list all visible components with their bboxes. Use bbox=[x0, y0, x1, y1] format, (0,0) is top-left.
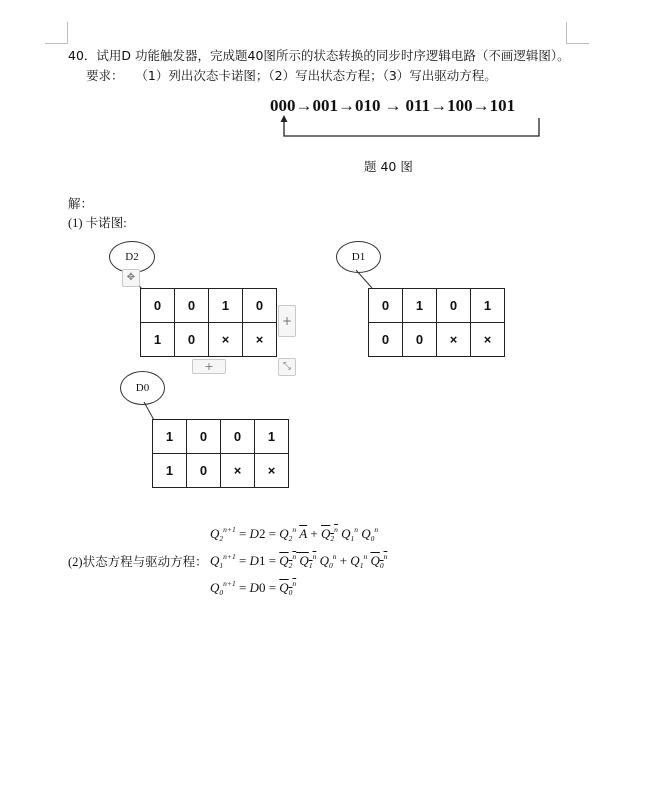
kmap-cell[interactable]: 1 bbox=[471, 289, 505, 323]
equation-q1: $Q_1^{n+1} = D1 = Q_2^n$ $Q_1^n$ $Q_0^n + Q_1^n$ $Q_0^n$ bbox=[210, 552, 388, 570]
equation-q2: $Q_2^{n+1} = D2 = Q_2^n$ $\overline{A} + Q_2^n$ $Q_1^n$ $Q_0^n$ bbox=[210, 525, 379, 543]
kmap-cell[interactable]: 0 bbox=[243, 289, 277, 323]
kmap-cell[interactable]: 0 bbox=[369, 289, 403, 323]
crop-mark-top-right-h bbox=[567, 43, 589, 44]
kmap-cell[interactable]: × bbox=[471, 323, 505, 357]
state-5: 101 bbox=[489, 96, 516, 115]
arrow-icon: → bbox=[338, 96, 355, 115]
state-1: 001 bbox=[312, 96, 338, 115]
state-3: 011 bbox=[405, 96, 431, 115]
kmap-d2[interactable] bbox=[140, 288, 277, 357]
move-arrows-icon[interactable]: ✥ bbox=[122, 269, 140, 287]
kmap-cell[interactable]: 0 bbox=[403, 323, 437, 357]
kmap-d0[interactable] bbox=[152, 419, 289, 488]
plus-icon[interactable]: + bbox=[192, 359, 226, 374]
part1-heading: (1) 卡诺图: bbox=[68, 216, 127, 230]
kmap-cell[interactable]: 0 bbox=[175, 323, 209, 357]
arrow-icon: → bbox=[472, 96, 490, 115]
crop-mark-top-right-v bbox=[566, 22, 567, 44]
arrow-icon: → bbox=[295, 96, 313, 115]
kmap-cell[interactable]: 1 bbox=[153, 420, 187, 454]
crop-mark-top-left-v bbox=[67, 22, 68, 44]
kmap-cell[interactable]: 0 bbox=[221, 420, 255, 454]
question-line-2: 要求： （1）列出次态卡诺图；（2）写出状态方程；（3）写出驱动方程。 bbox=[86, 68, 497, 83]
question-line-1: 40．试用D 功能触发器，完成题40图所示的状态转换的同步时序逻辑电路（不画逻辑图）。 bbox=[68, 48, 570, 63]
arrow-icon: → bbox=[430, 96, 448, 115]
kmap-d1[interactable] bbox=[368, 288, 505, 357]
kmap-cell[interactable]: 0 bbox=[369, 323, 403, 357]
kmap-cell[interactable]: × bbox=[209, 323, 243, 357]
crop-mark-top-left-h bbox=[45, 43, 67, 44]
arrow-icon: → bbox=[384, 96, 402, 115]
resize-diagonal-icon[interactable]: ⤡ bbox=[278, 358, 296, 376]
plus-icon[interactable]: + bbox=[278, 305, 296, 337]
kmap-cell[interactable]: 0 bbox=[187, 420, 221, 454]
kmap-cell[interactable]: × bbox=[221, 454, 255, 488]
kmap-cell[interactable]: 0 bbox=[175, 289, 209, 323]
figure-caption: 题 40 图 bbox=[364, 159, 413, 174]
kmap-cell[interactable]: 1 bbox=[153, 454, 187, 488]
state-0: 000 bbox=[270, 96, 296, 115]
kmap-label-d1: D1 bbox=[336, 241, 381, 273]
kmap-cell[interactable]: 1 bbox=[255, 420, 289, 454]
kmap-cell[interactable]: 1 bbox=[209, 289, 243, 323]
kmap-label-d0: D0 bbox=[120, 371, 165, 405]
kmap-cell[interactable]: 0 bbox=[141, 289, 175, 323]
kmap-cell[interactable]: × bbox=[243, 323, 277, 357]
kmap-label-d2: D2 bbox=[109, 241, 155, 273]
equation-q0: $Q_0^{n+1} = D0 = Q_0^n$ bbox=[210, 579, 297, 597]
state-4: 100 bbox=[447, 96, 473, 115]
state-2: 010 bbox=[355, 96, 381, 115]
answer-heading: 解： bbox=[68, 196, 94, 211]
kmap-cell[interactable]: × bbox=[437, 323, 471, 357]
kmap-cell[interactable]: 1 bbox=[141, 323, 175, 357]
kmap-cell[interactable]: 1 bbox=[403, 289, 437, 323]
kmap-cell[interactable]: × bbox=[255, 454, 289, 488]
part2-heading: (2)状态方程与驱动方程： bbox=[68, 555, 208, 569]
kmap-cell[interactable]: 0 bbox=[437, 289, 471, 323]
return-loop-arrow bbox=[270, 112, 560, 142]
kmap-cell[interactable]: 0 bbox=[187, 454, 221, 488]
